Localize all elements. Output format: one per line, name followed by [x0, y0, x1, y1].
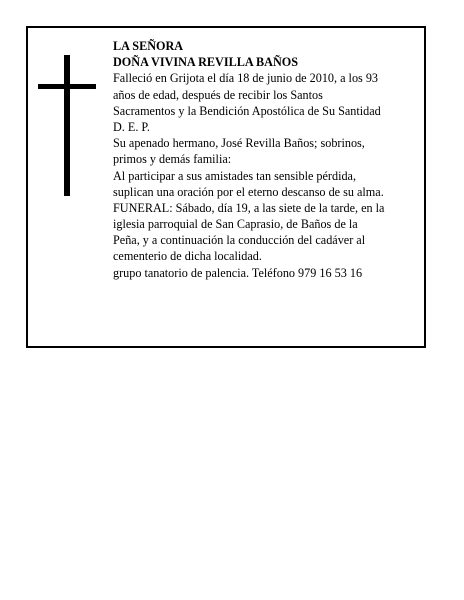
cross-horizontal-bar [38, 84, 96, 89]
cross-vertical-bar [64, 55, 70, 196]
body-line: FUNERAL: Sábado, día 19, a las siete de la tarde, en la [113, 200, 385, 215]
body-line: suplican una oración por el eterno descanso de su alma. [113, 184, 384, 199]
funeral-home-contact: grupo tanatorio de palencia. Teléfono 979 16 53 16 [113, 265, 363, 280]
body-line: años de edad, después de recibir los Santos [113, 87, 323, 102]
obituary-text [113, 38, 421, 281]
body-line: D. E. P. [113, 119, 150, 134]
body-line: Su apenado hermano, José Revilla Baños; sobrinos, [113, 136, 365, 151]
body-line: primos y demás familia: [113, 152, 232, 167]
body-line: cementerio de dicha localidad. [113, 249, 262, 264]
body-line: Falleció en Grijota el día 18 de junio de 2010, a los 93 [113, 71, 379, 86]
body-line: Peña, y a continuación la conducción del cadáver al [113, 233, 366, 248]
body-line: Sacramentos y la Bendición Apostólica de Su Santidad [113, 103, 381, 118]
deceased-name: DOÑA VIVINA REVILLA BAÑOS [113, 55, 299, 70]
body-line: Al participar a sus amistades tan sensible pérdida, [113, 168, 357, 183]
body-line: iglesia parroquial de San Caprasio, de Baños de la [113, 217, 358, 232]
cross-icon [38, 55, 96, 196]
heading-title: LA SEÑORA [113, 39, 184, 53]
